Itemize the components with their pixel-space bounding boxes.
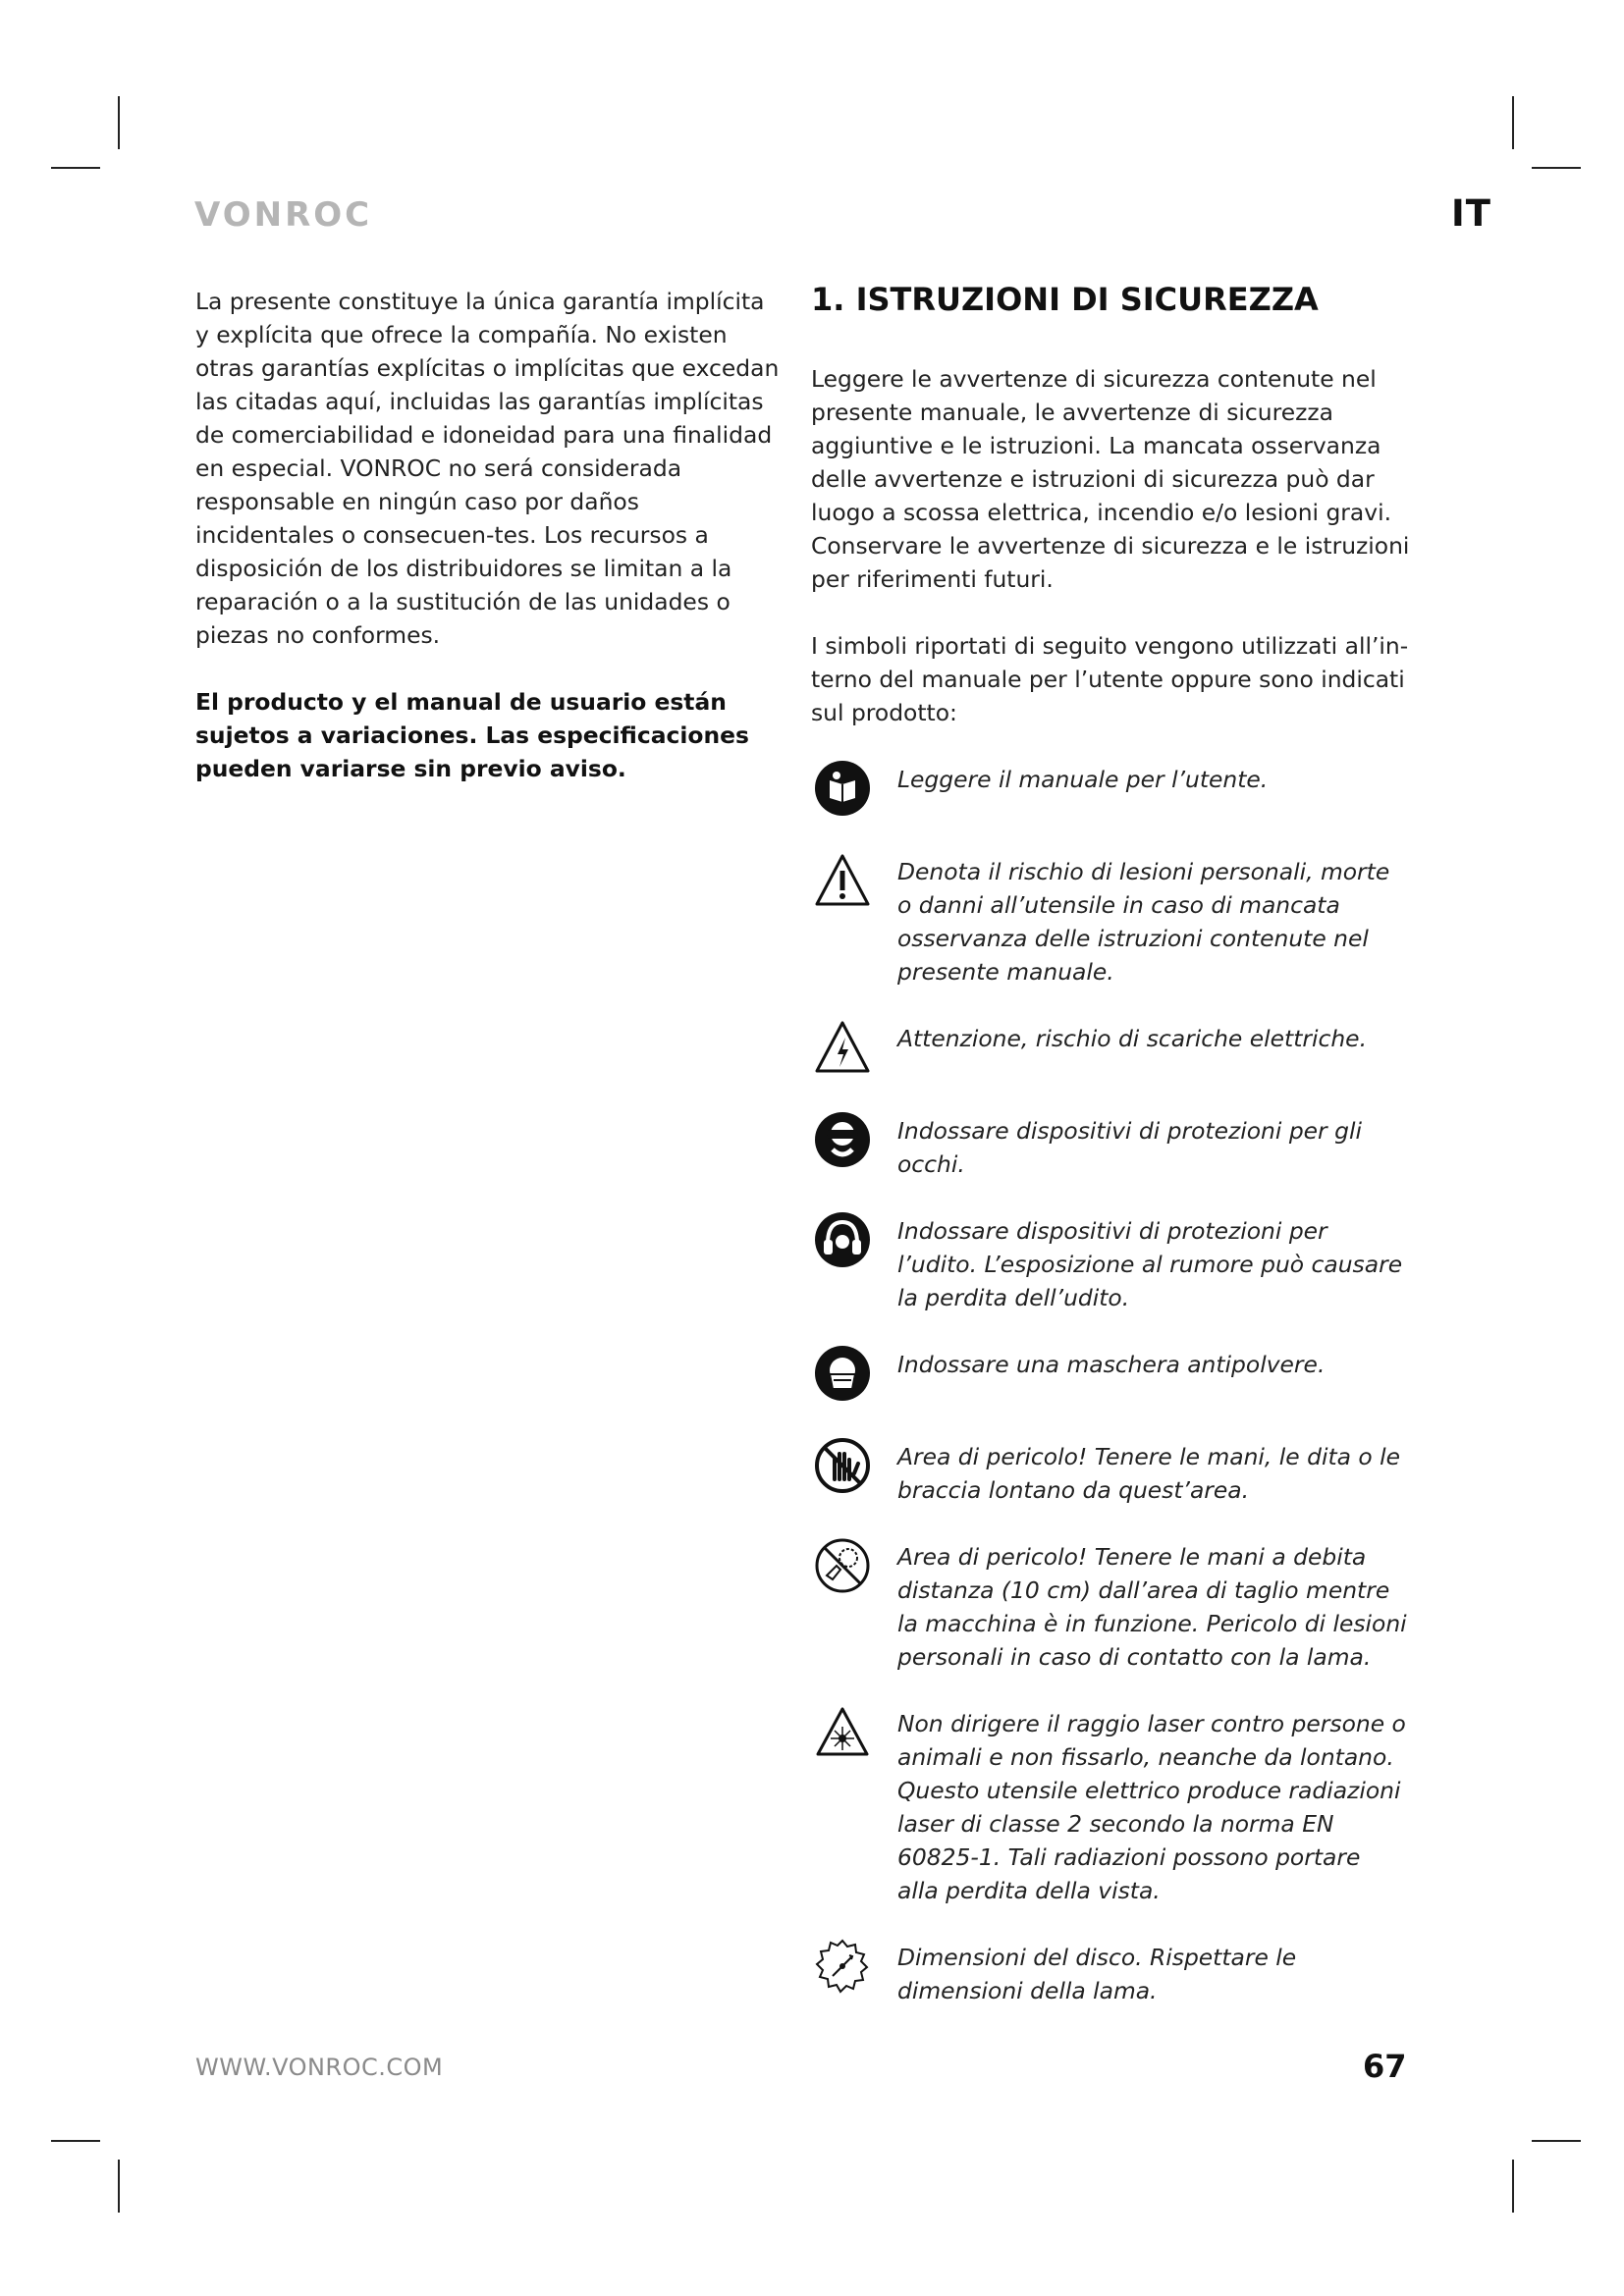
symbol-item xyxy=(811,1440,1420,1507)
symbol-list xyxy=(811,763,1420,2007)
blade-dimensions-icon xyxy=(811,1937,874,2000)
footer-url: WWW.VONROC.COM xyxy=(195,2054,444,2081)
left-column xyxy=(195,285,785,785)
symbols-intro: I simboli riportati di seguito vengono utilizzati all’in-terno del manuale per l’utente oppure sono indicati sul prodotto: xyxy=(811,632,1409,726)
crop-mark xyxy=(1532,2140,1581,2142)
brand-logo xyxy=(194,200,391,234)
dust-mask-icon xyxy=(811,1344,874,1407)
symbol-item xyxy=(811,1941,1420,2007)
laser-warning-icon xyxy=(811,1703,874,1766)
electric-shock-icon xyxy=(811,1018,874,1081)
crop-mark xyxy=(1512,96,1514,149)
eye-protection-icon xyxy=(811,1110,874,1173)
page-number: 67 xyxy=(1363,2048,1407,2085)
crop-mark xyxy=(51,2140,100,2142)
crop-mark xyxy=(118,96,120,149)
blade-hand-hazard-icon xyxy=(811,1536,874,1599)
section-heading: 1. ISTRUZIONI DI SICUREZZA xyxy=(811,281,1319,318)
right-column xyxy=(811,280,1420,2041)
ear-protection-icon xyxy=(811,1210,874,1273)
language-code: IT xyxy=(1451,192,1492,235)
symbol-text: Indossare dispositivi di protezioni per gli occhi. xyxy=(897,1117,1362,1178)
symbol-item xyxy=(811,1022,1420,1081)
keep-hands-away-icon xyxy=(811,1436,874,1499)
symbol-text: Indossare una maschera antipolvere. xyxy=(897,1351,1326,1378)
symbol-item xyxy=(811,855,1420,988)
symbol-text: Indossare dispositivi di protezioni per l’udito. L’esposizione al rumore può causare la perdita dell’udito. xyxy=(897,1217,1403,1311)
symbol-text: Area di pericolo! Tenere le mani, le dita o le braccia lontano da quest’area. xyxy=(897,1443,1401,1504)
symbol-text: Non dirigere il raggio laser contro persone o animali e non fissarlo, neanche da lontano. Questo utensile elettrico produce radiazioni laser di classe 2 secondo la norma EN 60825-1. Tali radiazioni possono portare alla perdita della vista. xyxy=(897,1710,1406,1904)
symbol-item xyxy=(811,1214,1420,1314)
crop-mark xyxy=(1512,2160,1514,2213)
variation-notice: El producto y el manual de usuario están sujetos a variaciones. Las especificaciones pueden variarse sin previo aviso. xyxy=(195,688,749,782)
symbol-item xyxy=(811,1114,1420,1181)
warning-icon xyxy=(811,851,874,914)
crop-mark xyxy=(1532,167,1581,169)
read-manual-icon xyxy=(811,759,874,822)
symbol-text: Attenzione, rischio di scariche elettriche. xyxy=(897,1025,1368,1052)
safety-intro: Leggere le avvertenze di sicurezza contenute nel presente manuale, le avvertenze di sicurezza aggiuntive e le istruzioni. La mancata osservanza delle avvertenze e istruzioni di sicurezza può dar luogo a scossa elettrica, incendio e/o lesioni gravi. Conservare le avvertenze di sicurezza e le istruzioni per riferimenti futuri. xyxy=(811,365,1410,593)
symbol-text: Denota il rischio di lesioni personali, morte o danni all’utensile in caso di mancata osservanza delle istruzioni contenute nel presente manuale. xyxy=(897,858,1390,986)
symbol-item xyxy=(811,1540,1420,1674)
brand-logo-text: VONROC xyxy=(194,200,373,230)
symbol-text: Leggere il manuale per l’utente. xyxy=(897,766,1269,793)
warranty-paragraph: La presente constituye la única garantía implícita y explícita que ofrece la compañía. No existen otras garantías explícitas o implícitas que excedan las citadas aquí, incluidas las garantías implícitas de comerciabilidad e idoneidad para una finalidad en especial. VONROC no será considerada responsable en ningún caso por daños incidentales o consecuen-tes. Los recursos a disposición de los distribuidores se limitan a la reparación o a la sustitución de las unidades o piezas no conformes. xyxy=(195,288,780,649)
symbol-item xyxy=(811,1707,1420,1907)
symbol-text: Dimensioni del disco. Rispettare le dimensioni della lama. xyxy=(897,1944,1297,2004)
symbol-item xyxy=(811,1348,1420,1407)
symbol-item xyxy=(811,763,1420,822)
symbol-text: Area di pericolo! Tenere le mani a debita distanza (10 cm) dall’area di taglio mentre la macchina è in funzione. Pericolo di lesioni personali in caso di contatto con la lama. xyxy=(897,1543,1407,1671)
crop-mark xyxy=(118,2160,120,2213)
crop-mark xyxy=(51,167,100,169)
